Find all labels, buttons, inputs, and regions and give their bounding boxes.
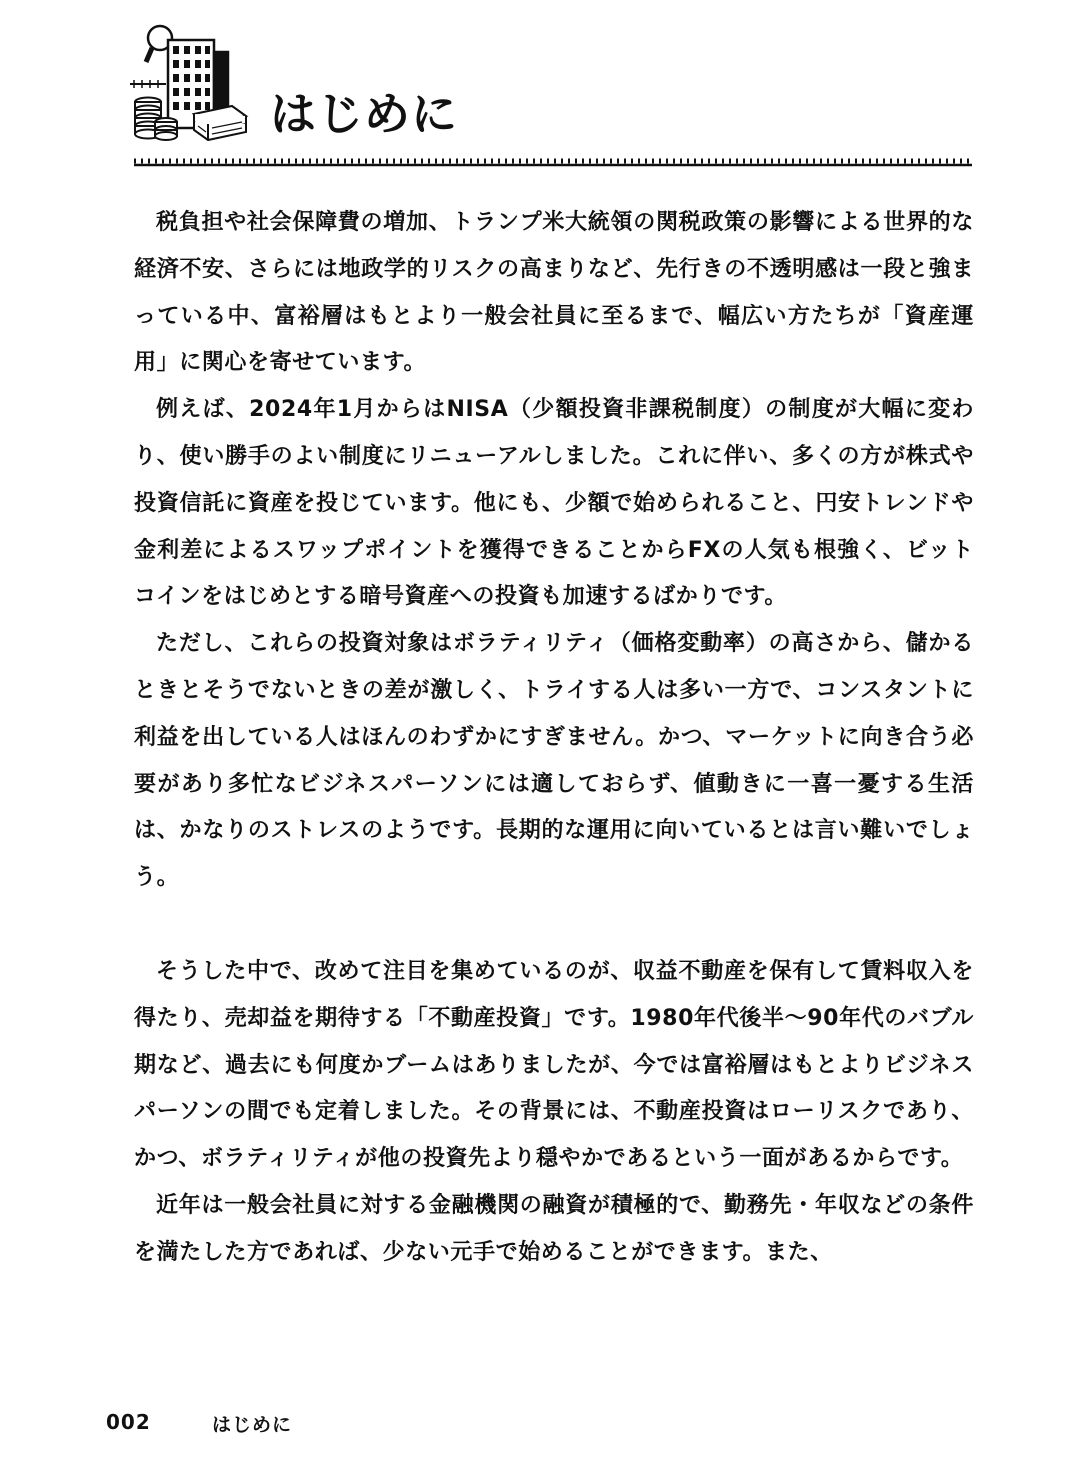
paragraph: 近年は一般会社員に対する金融機関の融資が積極的で、勤務先・年収などの条件を満たした方であれば、少ない元手で始めることができます。また、	[134, 1192, 974, 1265]
buildings-coins-icon	[128, 22, 252, 144]
paragraph: 税負担や社会保障費の増加、トランプ米大統領の関税政策の影響による世界的な経済不安、さらには地政学的リスクの高まりなど、先行きの不透明感は一段と強まっている中、富裕層はもとより一般会社員に至るまで、幅広い方たちが「資産運用」に関心を寄せています。	[134, 210, 974, 376]
page-title: はじめに	[270, 86, 458, 141]
section-gap	[134, 902, 974, 949]
title-divider	[134, 154, 972, 168]
body-text	[134, 200, 974, 1277]
running-head: はじめに	[212, 1414, 293, 1436]
paragraph: 例えば、2024年1月からはNISA（少額投資非課税制度）の制度が大幅に変わり、使い勝手のよい制度にリニューアルしました。これに伴い、多くの方が株式や投資信託に資産を投じています。他にも、少額で始められること、円安トレンドや金利差によるスワップポイントを獲得できることからFXの人気も根強く、ビットコインをはじめとする暗号資産への投資も加速するばかりです。	[134, 397, 974, 610]
page-number: 002	[106, 1410, 151, 1434]
paragraph: そうした中で、改めて注目を集めているのが、収益不動産を保有して賃料収入を得たり、売却益を期待する「不動産投資」です。1980年代後半～90年代のバブル期など、過去にも何度かブームはありましたが、今では富裕層はもとよりビジネスパーソンの間でも定着しました。その背景には、不動産投資はローリスクであり、かつ、ボラティリティが他の投資先より穏やかであるという一面があるからです。	[134, 958, 974, 1172]
paragraph: ただし、これらの投資対象はボラティリティ（価格変動率）の高さから、儲かるときとそうでないときの差が激しく、トライする人は多い一方で、コンスタントに利益を出している人はほんのわずかにすぎません。かつ、マーケットに向き合う必要があり多忙なビジネスパーソンには適しておらず、値動きに一喜一憂する生活は、かなりのストレスのようです。長期的な運用に向いているとは言い難いでしょう。	[134, 631, 974, 891]
